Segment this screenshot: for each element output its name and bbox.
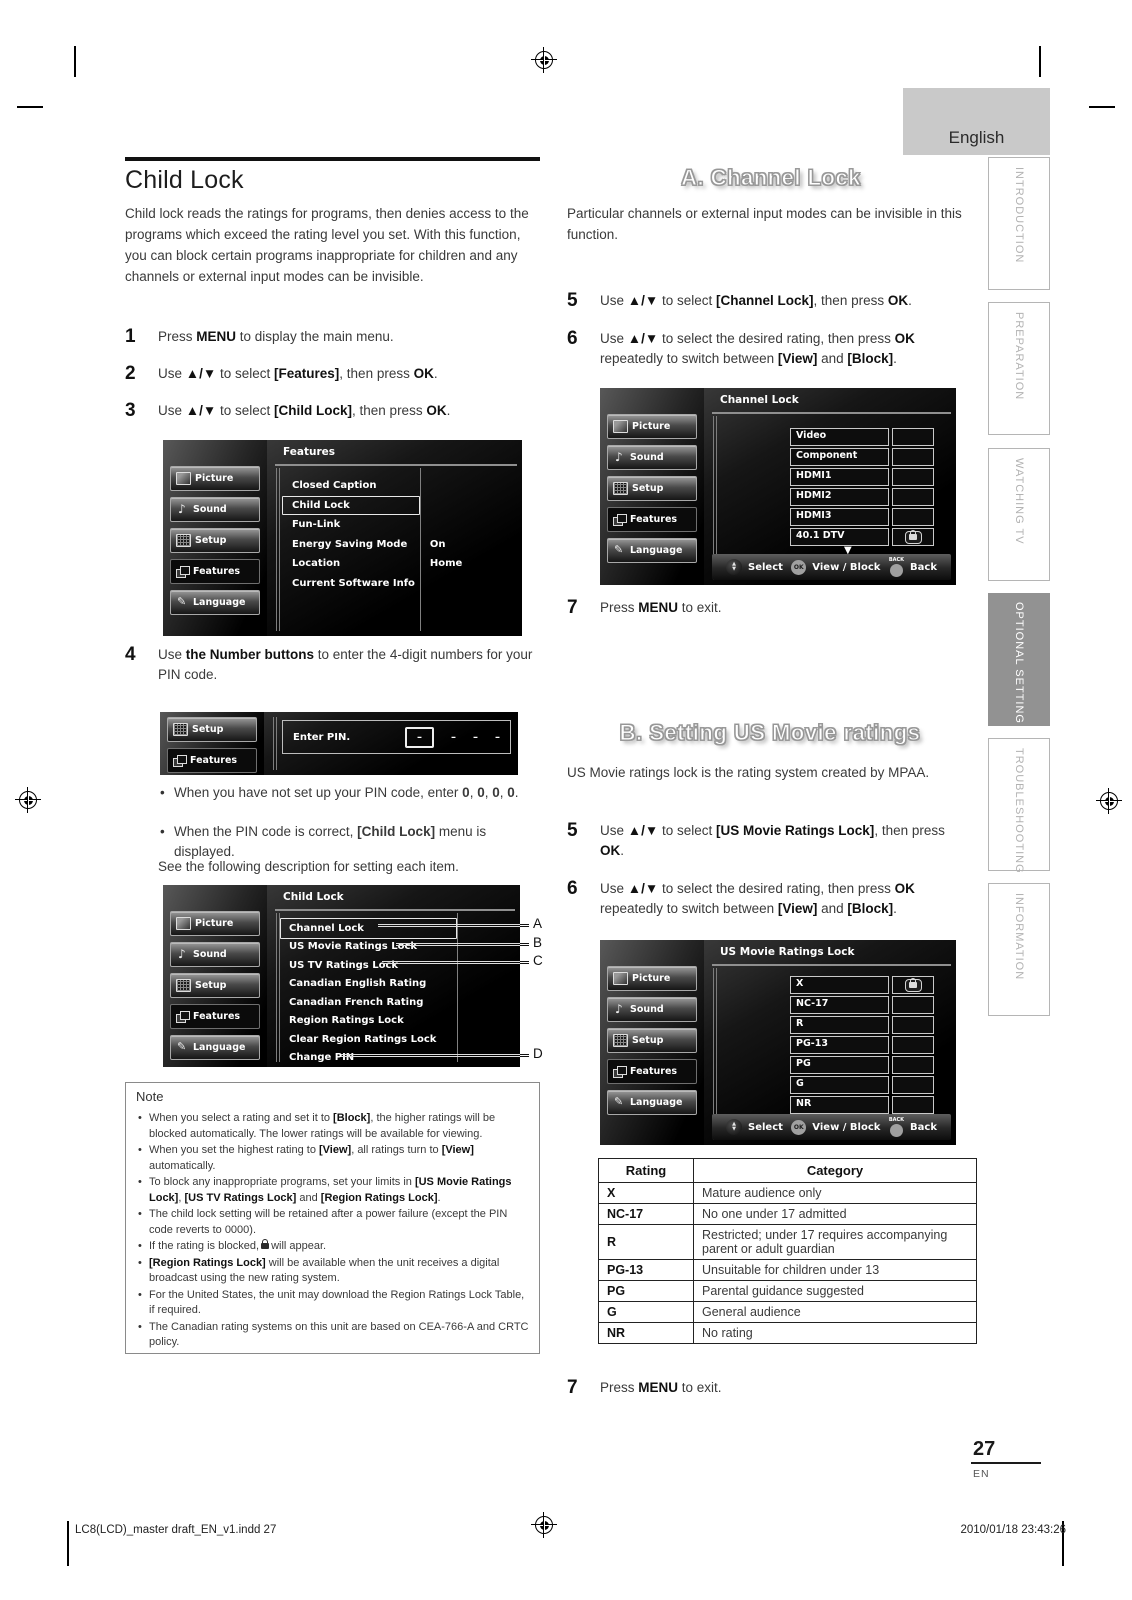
note-bullet-lock: • If the rating is blocked, will appear. [136,1239,529,1255]
tv-tab-setup: Setup [167,717,257,742]
pin-digit: – [495,731,500,743]
note-bullet: • When you set the highest rating to [View], all ratings turn to [View] automatically. [136,1143,529,1174]
callout-line-b [520,943,529,946]
callout-line-a [378,924,520,927]
sound-icon [176,949,189,960]
pin-digit: – [473,731,478,743]
callout-letter: D [533,1046,543,1061]
chapter-tab-watching-tv: WATCHING TV [988,448,1050,581]
channel-list [790,428,934,548]
menu-item-child-lock: Child Lock [275,496,517,516]
chapter-tab-information: INFORMATION [988,883,1050,1016]
rating-row: NR [790,1096,934,1114]
rating-row-locked: X [790,976,934,994]
step-text: Use ▲/▼ to select [Channel Lock], then press OK. [600,293,912,308]
child-lock-menu-screenshot [163,885,520,1067]
tv-tab-picture: Picture [607,414,697,439]
step-6a [567,329,962,369]
setup-icon [176,979,191,992]
tv-tab-sound: ♪ Sound [607,445,697,470]
step-text: Press MENU to exit. [600,600,722,615]
section-rule [125,157,540,161]
tv-tab-setup: Setup [170,528,260,553]
crop-mark [74,46,76,77]
picture-icon [613,972,628,985]
features-icon [173,755,186,766]
chapter-tab-troubleshooting: TROUBLESHOOTING [988,738,1050,871]
setup-icon [613,1034,628,1047]
setup-icon [613,482,628,495]
note-bullet: • To block any inappropriate programs, set your limits in [US Movie Ratings Lock], [US TV Ratings Lock] and [Region Ratings Lock]. [136,1175,529,1206]
tv-menu-sidebar [163,440,267,636]
pin-entry-row [282,720,511,754]
note-bullet: • The child lock setting will be retained after a power failure (except the PIN code reverts to 0000). [136,1207,529,1238]
footer-filename: LC8(LCD)_master draft_EN_v1.indd 27 [75,1524,277,1536]
table-header-row [599,1159,977,1183]
tv-tab-language: ✎ Language [170,590,260,615]
table-row: NC-17 No one under 17 admitted [599,1204,977,1225]
note-bullet: • For the United States, the unit may download the Region Ratings Lock Table, if required. [136,1288,529,1319]
channel-row: Component [790,448,934,466]
rating-row: PG-13 [790,1036,934,1054]
pin-prompt: Enter PIN. [293,731,351,743]
updown-button-icon: ▲ ▼ [726,559,742,575]
callout-line-d [520,1054,529,1057]
callout-letter: A [533,916,543,931]
pin-bullet: • When you have not set up your PIN code, enter 0, 0, 0, 0. [158,783,549,803]
step-6b [567,879,962,919]
back-button-icon [890,564,903,577]
language-icon [176,1042,189,1053]
menu-item-change-pin: Change PIN [289,1052,355,1064]
step-3 [125,401,535,421]
channel-row: HDMI1 [790,468,934,486]
step-1 [125,327,535,347]
lock-icon [909,534,917,540]
picture-icon [176,472,191,485]
tv-tab-picture: Picture [170,466,260,491]
menu-item-location: Location Home [292,558,463,570]
picture-icon [176,917,191,930]
tv-tab-picture: Picture [607,966,697,991]
us-movie-intro: US Movie ratings lock is the rating system created by MPAA. [567,765,930,780]
rating-row: PG [790,1056,934,1074]
pin-digit-active: – [405,727,434,748]
step-2 [125,364,535,384]
table-row: PG Parental guidance suggested [599,1281,977,1302]
picture-icon [613,420,628,433]
crop-mark [1089,106,1115,108]
control-select: ▲ ▼ Select [726,559,783,575]
note-bullet: • [Region Ratings Lock] will be available when the unit receives a digital broadcast using the new rating system. [136,1256,529,1287]
menu-item-us-movie-ratings: US Movie Ratings Lock [289,941,418,953]
menu-item-canadian-english: Canadian English Rating [289,978,427,990]
tv-tab-features: Features [170,559,260,584]
language-icon [613,545,626,556]
intro-paragraph: Child lock reads the ratings for programs, then denies access to the programs which exceed the rating level you set. With this function, you can block certain programs inappropriate for children and any channels or external input modes can be invisible. [125,206,529,284]
tv-menu-body [275,464,517,631]
tv-menu-title: Features [283,446,335,458]
callout-line-b [396,943,520,946]
section-heading-channel-lock: A. Channel Lock [681,165,861,190]
menu-item-software-info: Current Software Info [292,577,415,589]
table-row: PG-13 Unsuitable for children under 13 [599,1260,977,1281]
note-title: Note [136,1089,164,1104]
step-text: Press MENU to display the main menu. [158,329,394,344]
lock-badge [905,979,922,992]
step-number: 7 [567,597,578,618]
language-label: English [948,128,1005,147]
crop-mark [67,1521,69,1566]
menu-item-canadian-french: Canadian French Rating [289,996,424,1008]
step-number: 2 [125,363,136,384]
callout-line-c [520,961,529,964]
tv-tab-sound: ♪ Sound [170,942,260,967]
page-number: 27 EN [971,1438,1041,1482]
tv-tab-features: Features [607,507,697,532]
us-movie-ratings-screenshot [600,940,956,1145]
tv-menu-title: Child Lock [283,891,344,903]
tv-menu-title: Channel Lock [720,394,799,406]
page-title: Child Lock [125,166,244,194]
column-header-category: Category [694,1159,977,1183]
tv-tab-setup: Setup [170,973,260,998]
tv-tab-sound: ♪ Sound [170,497,260,522]
chapter-tab-preparation: PREPARATION [988,302,1050,435]
features-icon [613,514,626,525]
tv-menu-sidebar [600,388,704,585]
tv-tab-language: ✎ Language [170,1035,260,1060]
menu-item-channel-lock: Channel Lock [275,919,515,938]
step-text: Use the Number buttons to enter the 4-digit numbers for your PIN code. [158,647,533,682]
setup-icon [173,723,188,736]
tv-tab-sound: ♪ Sound [607,997,697,1022]
registration-mark-icon [15,787,41,813]
ok-button-icon: OK [791,560,806,575]
step-number: 6 [567,328,578,349]
footer-timestamp: 2010/01/18 23:43:26 [960,1524,1066,1536]
table-row: G General audience [599,1302,977,1323]
control-back: BACK Back [889,558,937,577]
tv-tab-picture: Picture [170,911,260,936]
control-select: ▲ ▼ Select [726,1119,783,1135]
step-number: 3 [125,400,136,421]
features-icon [176,1011,189,1022]
language-icon [613,1097,626,1108]
channel-lock-intro: Particular channels or external input modes can be invisible in this function. [567,206,962,242]
pin-digit: – [451,731,456,743]
ok-button-icon: OK [791,1120,806,1135]
callout-line-c [382,961,520,964]
tv-tab-features: Features [607,1059,697,1084]
updown-button-icon: ▲ ▼ [726,1119,742,1135]
registration-mark-icon [1096,788,1122,814]
setup-icon [176,534,191,547]
table-row: X Mature audience only [599,1183,977,1204]
control-ok: OK View / Block [791,560,880,575]
sound-icon [176,504,189,515]
step-text: Use ▲/▼ to select the desired rating, then press OK repeatedly to switch between [View] and [Block]. [600,881,915,916]
note-bullet: • When you select a rating and set it to [Block], the higher ratings will be blocked automatically. The lower ratings will be available for viewing. [136,1111,529,1142]
tv-menu-body [275,909,515,1062]
callout-line-d [341,1054,520,1057]
step-number: 1 [125,326,136,347]
sound-icon [613,452,626,463]
tv-tab-language: ✎ Language [607,1090,697,1115]
enter-pin-screenshot [160,712,518,775]
control-back: BACK Back [889,1118,937,1137]
callout-letter: B [533,935,543,950]
rating-row: R [790,1016,934,1034]
see-description-text: See the following description for setting each item. [158,859,459,874]
callout-line-a [520,924,529,927]
step-text: Press MENU to exit. [600,1380,722,1395]
tv-menu-sidebar [160,712,264,775]
registration-mark-icon [531,47,557,73]
rating-row: NC-17 [790,996,934,1014]
chapter-tab-optional-setting: OPTIONAL SETTING [988,593,1050,726]
sound-icon [613,1004,626,1015]
tv-control-bar [712,1114,951,1140]
lock-icon [261,1243,269,1249]
step-text: Use ▲/▼ to select [US Movie Ratings Lock], then press OK. [600,823,945,858]
tv-control-bar [712,554,951,580]
rating-row: G [790,1076,934,1094]
step-number: 4 [125,644,136,665]
step-4 [125,645,543,685]
tv-menu-sidebar [600,940,704,1145]
step-text: Use ▲/▼ to select [Features], then press OK. [158,366,438,381]
channel-row: HDMI2 [790,488,934,506]
tv-tab-setup: Setup [607,1028,697,1053]
ratings-table [598,1158,977,1344]
pin-digits [405,727,500,748]
channel-row: Video [790,428,934,446]
registration-mark-icon [531,1512,557,1538]
section-heading-us-movie: B. Setting US Movie ratings [619,720,921,745]
language-tab [903,88,1050,155]
crop-mark [1039,46,1041,77]
note-box [125,1082,540,1354]
lock-badge [905,531,922,544]
channel-lock-screenshot [600,388,956,585]
features-icon [176,566,189,577]
step-7b [567,1378,957,1398]
step-5a [567,291,972,311]
step-text: Use ▲/▼ to select [Child Lock], then press OK. [158,403,451,418]
step-7a [567,598,957,618]
control-ok: OK View / Block [791,1120,880,1135]
column-header-rating: Rating [599,1159,694,1183]
chapter-tab-introduction: INTRODUCTION [988,157,1050,290]
language-icon [176,597,189,608]
step-text: Use ▲/▼ to select the desired rating, then press OK repeatedly to switch between [View] and [Block]. [600,331,915,366]
crop-mark [17,106,43,108]
menu-item-us-tv-ratings: US TV Ratings Lock [289,959,399,971]
menu-item-closed-caption: Closed Caption [292,480,377,492]
menu-item-clear-region-ratings: Clear Region Ratings Lock [289,1033,437,1045]
step-number: 5 [567,820,578,841]
rating-list [790,976,934,1116]
menu-item-fun-link: Fun-Link [292,519,341,531]
tv-menu-title: US Movie Ratings Lock [720,946,855,958]
tv-menu-sidebar [163,885,267,1067]
tv-tab-features: Features [167,748,257,773]
note-bullet: • The Canadian rating systems on this unit are based on CEA-766-A and CRTC policy. [136,1320,529,1351]
pin-bullet: • When the PIN code is correct, [Child Lock] menu is displayed. [158,822,549,862]
features-menu-screenshot [163,440,522,636]
tv-tab-features: Features [170,1004,260,1029]
step-5b [567,821,959,861]
tv-tab-setup: Setup [607,476,697,501]
step-number: 6 [567,878,578,899]
channel-row: HDMI3 [790,508,934,526]
features-icon [613,1066,626,1077]
back-button-icon [890,1124,903,1137]
menu-item-region-ratings: Region Ratings Lock [289,1015,404,1027]
channel-row-locked: 40.1 DTV [790,528,934,546]
menu-item-energy-saving: Energy Saving Mode On [292,538,446,550]
step-number: 7 [567,1377,578,1398]
table-row: NR No rating [599,1323,977,1344]
table-row: R Restricted; under 17 requires accompanying parent or adult guardian [599,1225,977,1260]
tv-tab-language: ✎ Language [607,538,697,563]
lock-icon [909,982,917,988]
step-number: 5 [567,290,578,311]
callout-letter: C [533,953,543,968]
pin-entry-body [272,717,513,770]
